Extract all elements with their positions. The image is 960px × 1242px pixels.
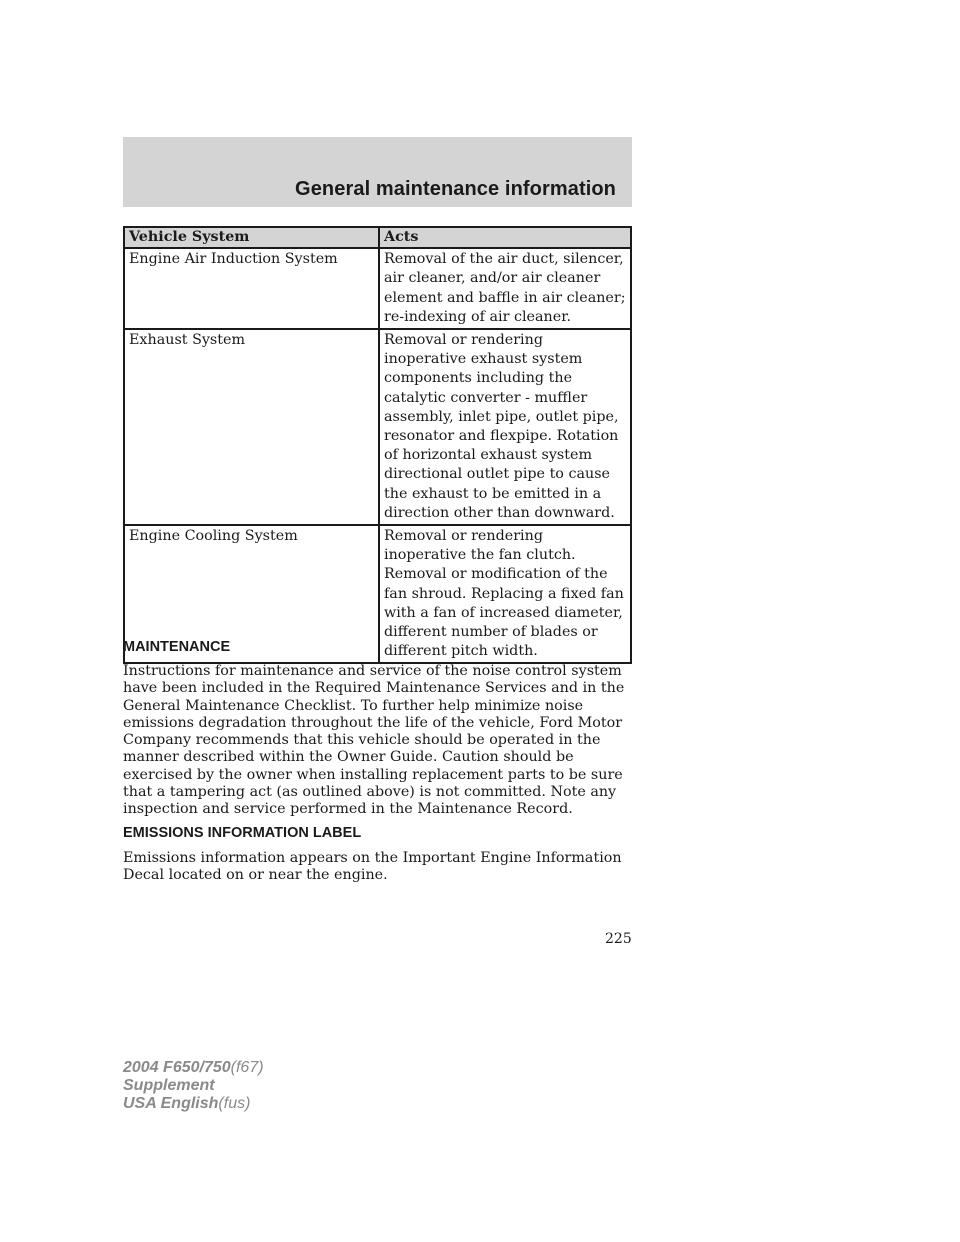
- section-header-band: [123, 137, 632, 207]
- footer-language-code: (fus): [218, 1095, 251, 1112]
- footer-model-line: [123, 1059, 264, 1077]
- footer-model-code: (f67): [230, 1059, 264, 1076]
- emissions-label-heading: EMISSIONS INFORMATION LABEL: [123, 825, 362, 841]
- table-row: [124, 329, 631, 525]
- vehicle-system-cell: Exhaust System: [124, 329, 379, 525]
- table-row: [124, 248, 631, 329]
- vehicle-system-cell: Engine Air Induction System: [124, 248, 379, 329]
- maintenance-paragraph: Instructions for maintenance and service of the noise control system have been included in the Required Maintenance Services and in the General Maintenance Checklist. To further help minimize noise emissions degradation throughout the life of the vehicle, Ford Motor Company recommends that this vehicle should be operated in the manner described within the Owner Guide. Caution should be exercised by the owner when installing replacement parts to be sure that a tampering act (as outlined above) is not committed. Note any inspection and service performed in the Maintenance Record.: [123, 663, 625, 818]
- column-header-vehicle-system: Vehicle System: [124, 227, 379, 248]
- table-header-row: [124, 227, 631, 248]
- page-number: 225: [605, 931, 632, 947]
- vehicle-system-cell: Engine Cooling System: [124, 525, 379, 663]
- acts-cell: Removal or rendering inoperative the fan clutch. Removal or modification of the fan shroud. Replacing a fixed fan with a fan of increased diameter, different number of blades or different pitch width.: [379, 525, 631, 663]
- footer-language-line: [123, 1095, 264, 1113]
- footer-doc-type: Supplement: [123, 1077, 215, 1094]
- section-title: General maintenance information: [295, 178, 616, 200]
- acts-cell: Removal or rendering inoperative exhaust system components including the catalytic converter - muffler assembly, inlet pipe, outlet pipe, resonator and flexpipe. Rotation of horizontal exhaust system directional outlet pipe to cause the exhaust to be emitted in a direction other than downward.: [379, 329, 631, 525]
- tampering-acts-table: [123, 226, 632, 664]
- emissions-label-paragraph: Emissions information appears on the Important Engine Information Decal located on or near the engine.: [123, 850, 622, 884]
- footer-doc-type-line: [123, 1077, 264, 1095]
- document-footer: [123, 1059, 264, 1113]
- column-header-acts: Acts: [379, 227, 631, 248]
- footer-model: 2004 F650/750: [123, 1059, 231, 1076]
- maintenance-heading: MAINTENANCE: [123, 639, 231, 655]
- footer-language: USA English: [123, 1095, 219, 1112]
- acts-cell: Removal of the air duct, silencer, air cleaner, and/or air cleaner element and baffle in air cleaner; re-indexing of air cleaner.: [379, 248, 631, 329]
